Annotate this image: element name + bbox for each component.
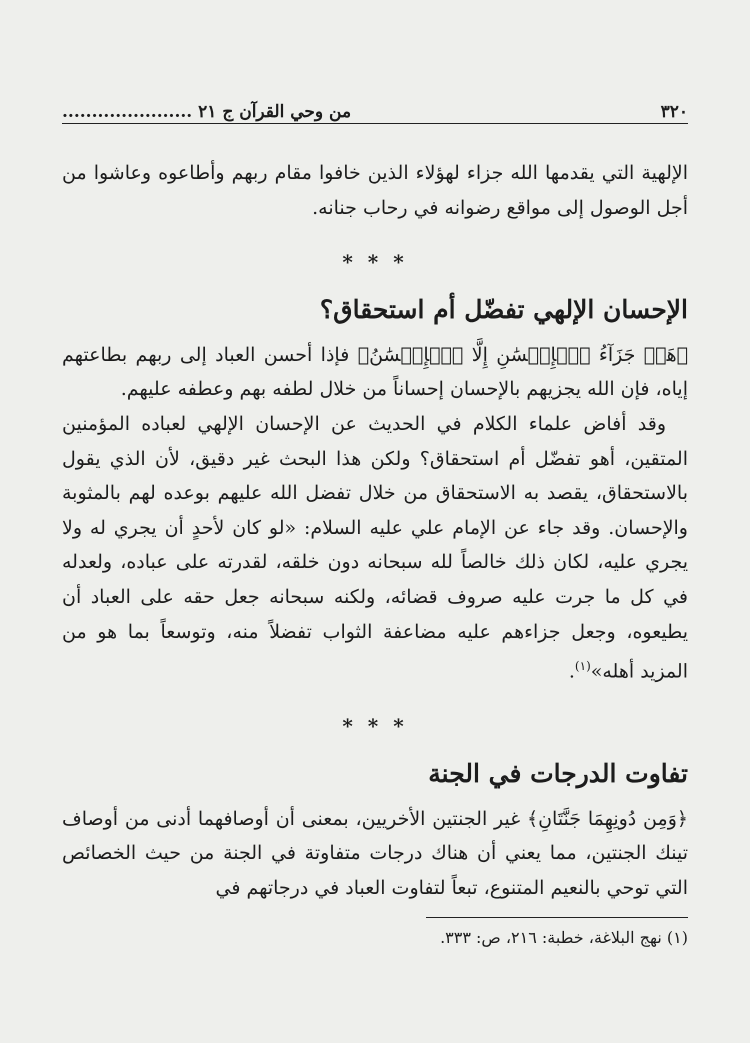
section-heading-1: الإحسان الإلهي تفضّل أم استحقاق؟ [319, 294, 688, 324]
section-heading-2: تفاوت الدرجات في الجنة [428, 758, 688, 788]
section-divider-1: * * * [342, 250, 408, 275]
paragraph-3 [62, 407, 688, 689]
paragraph-1: الإلهية التي يقدمها الله جزاء لهؤلاء الذين خافوا مقام ربهم وأطاعوه وعاشوا من أجل الوصول إلى مواقع رضوانه في رحاب جنانه. [62, 162, 688, 219]
page-body [62, 156, 688, 905]
section-divider-2: * * * [342, 714, 408, 739]
paragraph-2: ﴿هَلۡ جَزَآءُ ٱلۡإِحۡسَٰنِ إِلَّا ٱلۡإِحۡسَٰنُ﴾ فإذا أحسن العباد إلى ربهم بطاعتهم إياه، فإن الله يجزيهم بالإحسان إحساناً من خلال لطفه بهم وعطفه عليهم. [62, 343, 688, 401]
paragraph-3-end: . [568, 660, 575, 683]
header-rule [62, 123, 688, 124]
page-header [62, 92, 688, 122]
running-title: من وحي القرآن ج ٢١ [198, 102, 352, 122]
page-number: ٣٢٠ [660, 102, 688, 122]
running-title-group [62, 102, 351, 122]
footnote-ref[interactable]: (١) [574, 659, 591, 674]
paragraph-3-text: وقد أفاض علماء الكلام في الحديث عن الإحسان الإلهي لعباده المؤمنين المتقين، أهو تفضّل أم استحقاق؟ ولكن هذا البحث غير دقيق، لأن الذي يقول بالاستحقاق، يقصد به الاستحقاق من خلال تفضل الله عليهم بوعده لهم بالمثوبة والإحسان. وقد جاء عن الإمام علي عليه السلام: «لو كان لأحدٍ أن يجري له ولا يجري عليه، لكان ذلك خالصاً لله سبحانه دون خلقه، لقدرته على عباده، ولعدله في كل ما جرت عليه صروف قضائه، ولكنه سبحانه جعل حقه على العباد أن يطيعوه، وجعل جزاءهم عليه مضاعفة الثواب تفضلاً منه، وتوسعاً بما هو من المزيد أهله» [62, 412, 688, 683]
footnote: (١) نهج البلاغة، خطبة: ٢١٦، ص: ٣٣٣. [440, 928, 688, 947]
header-dots: ...................... [62, 102, 193, 122]
footnote-rule [426, 917, 688, 918]
paragraph-4: ﴿وَمِن دُونِهِمَا جَنَّتَانِ﴾ غير الجنتين الأخريين، بمعنى أن أوصافهما أدنى من أوصاف تينك الجنتين، مما يعني أن هناك درجات متفاوتة في الجنة من حيث الخصائص التي توحي بالنعيم المتنوع، تبعاً لتفاوت العباد في درجاتهم في [62, 807, 688, 899]
